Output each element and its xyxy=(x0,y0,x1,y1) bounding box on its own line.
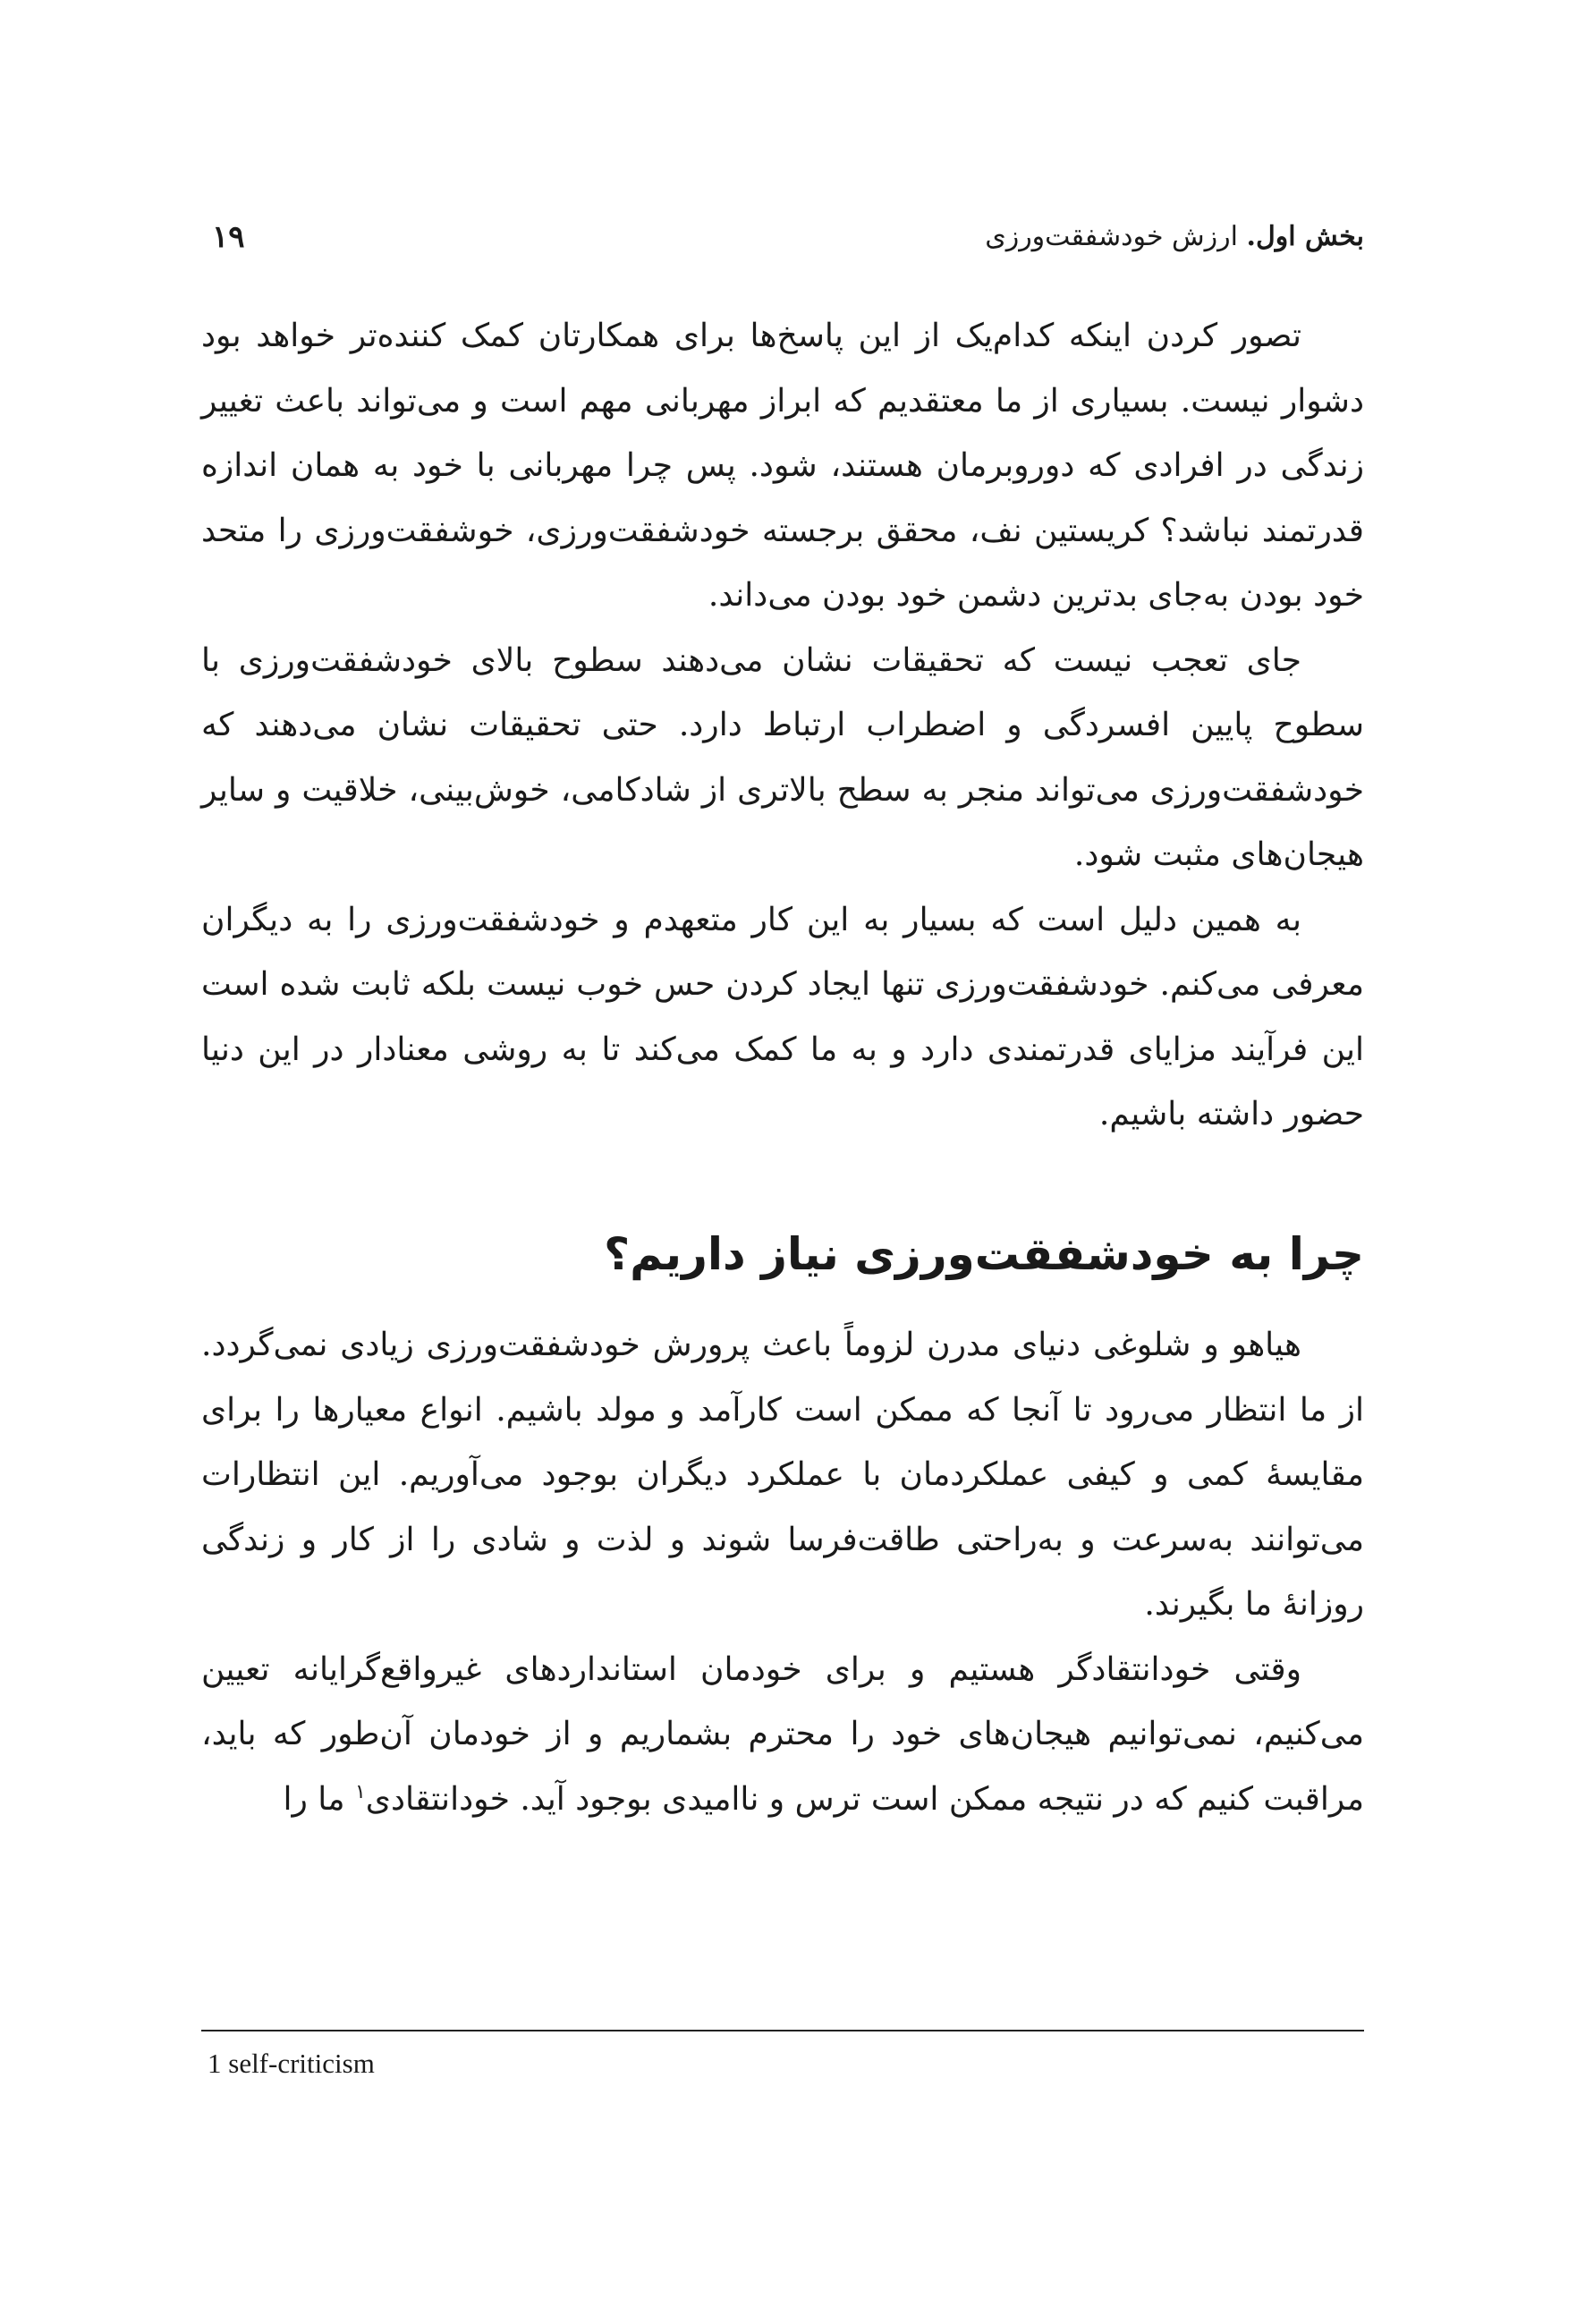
body-section-1 xyxy=(201,304,1364,1148)
section-heading: چرا به خودشفقت‌ورزی نیاز داریم؟ xyxy=(604,1228,1364,1280)
paragraph-with-footnote xyxy=(201,1638,1364,1833)
footnote-marker: ۱ xyxy=(354,1780,366,1803)
running-header xyxy=(201,210,1364,264)
paragraph-text-continued: ما را xyxy=(283,1780,355,1818)
running-header-section xyxy=(985,210,1364,264)
paragraph: هیاهو و شلوغی دنیای مدرن لزوماً باعث پرورش خودشفقت‌ورزی زیادی نمی‌گردد. از ما انتظار می‌رود تا آنجا که ممکن است کارآمد و مولد باشیم. انواع معیارها را برای مقایسهٔ کمی و کیفی عملکردمان با عملکرد دیگران بوجود می‌آوریم. این انتظارات می‌توانند به‌سرعت و به‌راحتی طاقت‌فرسا شوند و لذت و شادی را از کار و زندگی روزانهٔ ما بگیرند. xyxy=(201,1327,1365,1623)
paragraph-text: وقتی خودانتقادگر هستیم و برای خودمان استانداردهای غیرواقع‌گرایانه تعیین می‌کنیم، نمی‌توانیم هیجان‌های خود را محترم بشماریم و از خودمان آن‌طور که باید، مراقبت کنیم که در نتیجه ممکن است ترس و ناامیدی بوجود آید. خودانتقادی xyxy=(201,1650,1364,1818)
header-section-title: ارزش خودشفقت‌ورزی xyxy=(985,221,1247,252)
paragraph: جای تعجب نیست که تحقیقات نشان می‌دهند سطوح بالای خودشفقت‌ورزی با سطوح پایین افسردگی و اضطراب ارتباط دارد. حتی تحقیقات نشان می‌دهند که خودشفقت‌ورزی می‌تواند منجر به سطح بالاتری از شادکامی، خوش‌بینی، خلاقیت و سایر هیجان‌های مثبت شود. xyxy=(201,641,1364,873)
page-number: ۱۹ xyxy=(212,219,245,255)
paragraph: به همین دلیل است که بسیار به این کار متعهدم و خودشفقت‌ورزی را به دیگران معرفی می‌کنم. خودشفقت‌ورزی تنها ایجاد کردن حس خوب نیست بلکه ثابت شده است این فرآیند مزایای قدرتمندی دارد و به ما کمک می‌کند تا به روشی معنادار در این دنیا حضور داشته باشیم. xyxy=(201,901,1364,1132)
footnote: 1 self-criticism xyxy=(208,2048,375,2079)
paragraph: تصور کردن اینکه کدام‌یک از این پاسخ‌ها برای همکارتان کمک کننده‌تر خواهد بود دشوار نیست. بسیاری از ما معتقدیم که ابراز مهربانی مهم است و می‌تواند باعث تغییر زندگی در افرادی که دوروبرمان هستند، شود. پس چرا مهربانی با خود به همان اندازه قدرتمند نباشد؟ کریستین نف، محقق برجسته خودشفقت‌ورزی، خوشفقت‌ورزی را متحد خود بودن به‌جای بدترین دشمن خود بودن می‌داند. xyxy=(201,318,1364,614)
footnote-divider xyxy=(201,2030,1364,2031)
body-section-2 xyxy=(201,1313,1364,1832)
header-part-label: بخش اول. xyxy=(1246,221,1364,252)
